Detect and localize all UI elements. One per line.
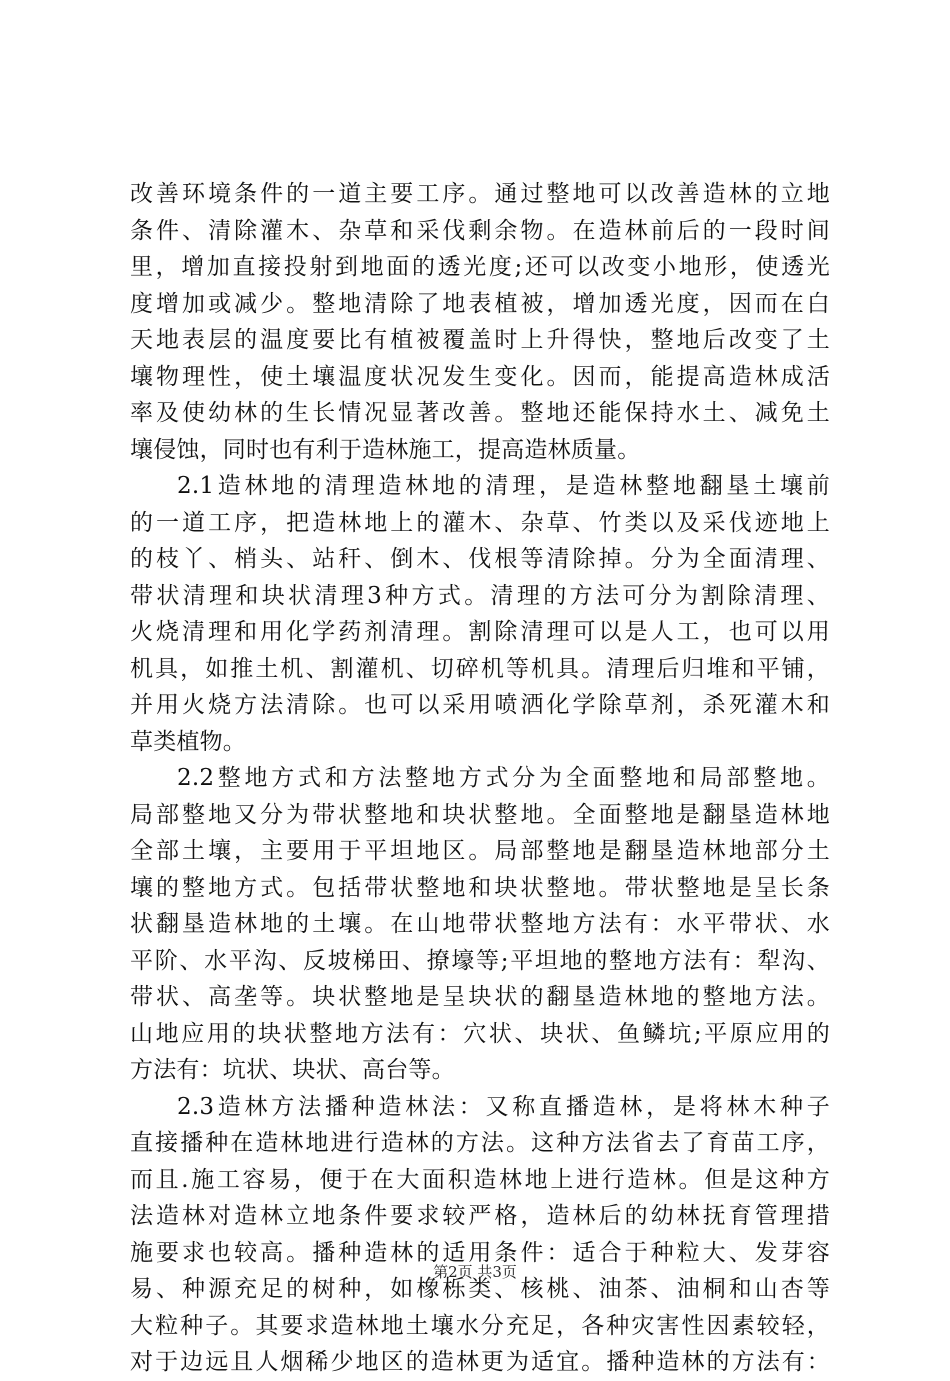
text-line: 对于边远且人烟稀少地区的造林更为适宜。播种造林的方法有：: [130, 1349, 830, 1375]
text-line: 易、种源充足的树种，如橡栎类、核桃、油茶、油桐和山杏等: [130, 1276, 830, 1302]
text-line: 2.3造林方法播种造林法：又称直播造林，是将林木种子: [177, 1093, 830, 1120]
text-line: 改善环境条件的一道主要工序。通过整地可以改善造林的立地: [130, 181, 830, 207]
text-line: 2.1造林地的清理造林地的清理，是造林整地翻垦土壤前: [177, 473, 830, 499]
text-line: 带状清理和块状清理3种方式。清理的方法可分为割除清理、: [130, 582, 830, 609]
text-line: 的枝丫、梢头、站秆、倒木、伐根等清除掉。分为全面清理、: [130, 546, 830, 572]
text-line: 山地应用的块状整地方法有：穴状、块状、鱼鳞坑;平原应用的: [130, 1020, 830, 1047]
text-line: 草类植物。: [130, 728, 246, 755]
text-line: 机具，如推土机、割灌机、切碎机等机具。清理后归堆和平铺，: [130, 655, 830, 682]
text-line: 带状、高垄等。块状整地是呈块状的翻垦造林地的整地方法。: [130, 984, 830, 1010]
text-line: 方法有：坑状、块状、高台等。: [130, 1057, 455, 1083]
text-line: 2.2整地方式和方法整地方式分为全面整地和局部整地。: [177, 765, 830, 791]
text-line: 度增加或减少。整地清除了地表植被，增加透光度，因而在白: [130, 290, 830, 317]
text-line: 条件、清除灌木、杂草和采伐剩余物。在造林前后的一段时间: [130, 217, 830, 244]
text-line: 并用火烧方法清除。也可以采用喷洒化学除草剂，杀死灌木和: [130, 692, 830, 718]
text-line: 率及使幼林的生长情况显著改善。整地还能保持水土、减免土: [130, 400, 830, 426]
text-line: 直接播种在造林地进行造林的方法。这种方法省去了育苗工序，: [130, 1130, 830, 1156]
text-line: 壤的整地方式。包括带状整地和块状整地。带状整地是呈长条: [130, 874, 830, 901]
text-line: 全部土壤，主要用于平坦地区。局部整地是翻垦造林地部分土: [130, 838, 830, 864]
document-body: [130, 176, 830, 1381]
page-footer: 第2页 共3页: [433, 1263, 517, 1281]
text-line: 局部整地又分为带状整地和块状整地。全面整地是翻垦造林地: [130, 801, 830, 828]
text-line: 大粒种子。其要求造林地土壤水分充足，各种灾害性因素较轻，: [130, 1312, 830, 1339]
text-line: 施要求也较高。播种造林的适用条件：适合于种粒大、发芽容: [130, 1239, 830, 1266]
text-line: 天地表层的温度要比有植被覆盖时上升得快，整地后改变了土: [130, 327, 830, 353]
text-line: 平阶、水平沟、反坡梯田、撩壕等;平坦地的整地方法有：犁沟、: [130, 947, 830, 974]
text-line: 状翻垦造林地的土壤。在山地带状整地方法有：水平带状、水: [130, 911, 830, 937]
text-line: 的一道工序，把造林地上的灌木、杂草、竹类以及采伐迹地上: [130, 509, 830, 536]
text-line: 壤物理性，使土壤温度状况发生变化。因而，能提高造林成活: [130, 363, 830, 390]
text-line: 而且.施工容易，便于在大面积造林地上进行造林。但是这种方: [130, 1166, 830, 1193]
text-line: 里，增加直接投射到地面的透光度;还可以改变小地形，使透光: [130, 254, 830, 280]
text-line: 壤侵蚀，同时也有利于造林施工，提高造林质量。: [130, 436, 641, 463]
text-line: 火烧清理和用化学药剂清理。割除清理可以是人工，也可以用: [130, 619, 830, 645]
text-line: 法造林对造林立地条件要求较严格，造林后的幼林抚育管理措: [130, 1203, 830, 1229]
